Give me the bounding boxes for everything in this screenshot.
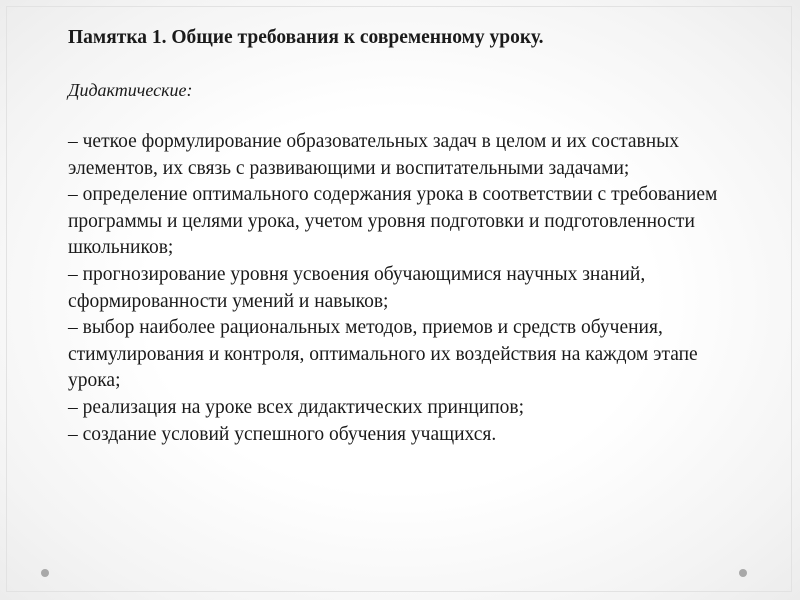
page-title: Памятка 1. Общие требования к современному уроку.	[68, 27, 544, 48]
list-item: – определение оптимального содержания урока в соответствии с требованием программы и целями урока, учетом уровня подготовки и подготовленности школьников;	[68, 184, 718, 259]
slide-content	[68, 25, 738, 448]
list-item: – реализация на уроке всех дидактических принципов;	[68, 396, 525, 418]
decorative-dot-icon	[41, 569, 49, 577]
requirements-list	[68, 129, 738, 448]
list-item: – четкое формулирование образовательных задач в целом и их составных элементов, их связь с развивающими и воспитательными задачами;	[68, 131, 679, 179]
list-item: – создание условий успешного обучения учащихся.	[68, 423, 497, 445]
decorative-dot-icon	[739, 569, 747, 577]
section-subtitle: Дидактические:	[68, 80, 193, 100]
list-item: – прогнозирование уровня усвоения обучающимися научных знаний, сформированности умений и навыков;	[68, 263, 646, 312]
list-item: – выбор наиболее рациональных методов, приемов и средств обучения, стимулирования и контроля, оптимального их воздействия на каждом этапе урока;	[68, 317, 698, 392]
